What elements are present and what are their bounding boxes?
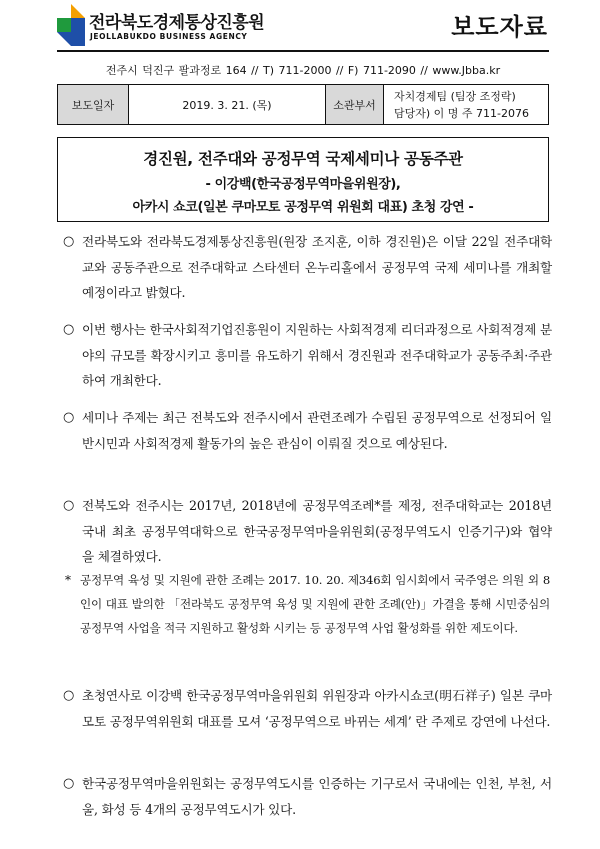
release-date-value: 2019. 3. 21. (목) <box>129 85 326 124</box>
department-team: 자치경제팀 (팀장 조정락) <box>394 89 516 103</box>
agency-logo <box>57 4 85 46</box>
bullet-marker: ○ <box>63 322 75 337</box>
headline-box <box>57 137 549 222</box>
department-label: 소관부서 <box>326 85 384 124</box>
headline-main: 경진원, 전주대와 공정무역 국제세미나 공동주관 <box>143 150 463 168</box>
org-name-english: JEOLLABUKDO BUSINESS AGENCY <box>90 32 248 41</box>
document-type-title: 보도자료 <box>451 13 548 41</box>
paragraph-5: 초청연사로 이강백 한국공정무역마을위원회 위원장과 아카시쇼코(明石祥子) 일본 쿠마모토 공정무역위원회 대표를 모셔 ‘공정무역으로 바뀌는 세계’ 란 주제로 강연에 나선다. <box>82 688 552 729</box>
headline-sub-1: - 이강백(한국공정무역마을위원장), <box>205 177 401 192</box>
release-date-label: 보도일자 <box>58 85 129 124</box>
headline-sub-2: 아카시 쇼코(일본 쿠마모토 공정무역 위원회 대표) 초청 강연 - <box>132 200 474 215</box>
department-contact-person: 담당자) 이 명 주 711-2076 <box>394 106 529 120</box>
paragraph-2: 이번 행사는 한국사회적기업진흥원이 지원하는 사회적경제 리더과정으로 사회적경제 분야의 규모를 확장시키고 흥미를 유도하기 위해서 경진원과 전주대학교가 공동주최·주관하여 개최한다. <box>82 322 552 388</box>
paragraph-6: 한국공정무역마을위원회는 공정무역도시를 인증하는 기구로서 국내에는 인천, 부천, 서울, 화성 등 4개의 공정무역도시가 있다. <box>82 776 552 817</box>
department-contact <box>384 85 548 124</box>
paragraph-1: 전라북도와 전라북도경제통상진흥원(원장 조지훈, 이하 경진원)은 이달 22일 전주대학교와 공동주관으로 전주대학교 스타센터 온누리홀에서 공정무역 국제 세미나를 개최할 예정이라고 밝혔다. <box>82 234 552 300</box>
paragraph-4: 전북도와 전주시는 2017년, 2018년에 공정무역조례*를 제정, 전주대학교는 2018년 국내 최초 공정무역대학으로 한국공정무역마을위원회(공정무역도시 인증기구)와 협약을 체결하였다. <box>82 498 552 564</box>
contact-address-line: 전주시 덕진구 팔과정로 164 // T) 711-2000 // F) 711-2090 // www.Jbba.kr <box>105 64 501 77</box>
bullet-marker: ○ <box>63 776 75 791</box>
paragraph-3: 세미나 주제는 최근 전북도와 전주시에서 관련조례가 수립된 공정무역으로 선정되어 일반시민과 사회적경제 활동가의 높은 관심이 이뤄질 것으로 예상된다. <box>82 410 552 451</box>
bullet-marker: ○ <box>63 688 75 703</box>
bullet-marker: ○ <box>63 410 75 425</box>
bullet-marker: ○ <box>63 234 75 249</box>
release-info-table <box>57 84 549 125</box>
bullet-marker: ○ <box>63 498 75 513</box>
header-divider <box>57 50 549 52</box>
footnote-text: 공정무역 육성 및 지원에 관한 조례는 2017. 10. 20. 제346회 임시회에서 국주영은 의원 외 8인이 대표 발의한 「전라북도 공정무역 육성 및 지원에 관한 조례(안)」가결을 통해 시민중심의 공정무역 사업을 적극 지원하고 활성화 시키는 등 공정무역 사업 활성화를 위한 제도이다. <box>80 573 550 635</box>
org-name-korean: 전라북도경제통상진흥원 <box>89 13 265 33</box>
footnote-marker: * <box>65 573 71 587</box>
